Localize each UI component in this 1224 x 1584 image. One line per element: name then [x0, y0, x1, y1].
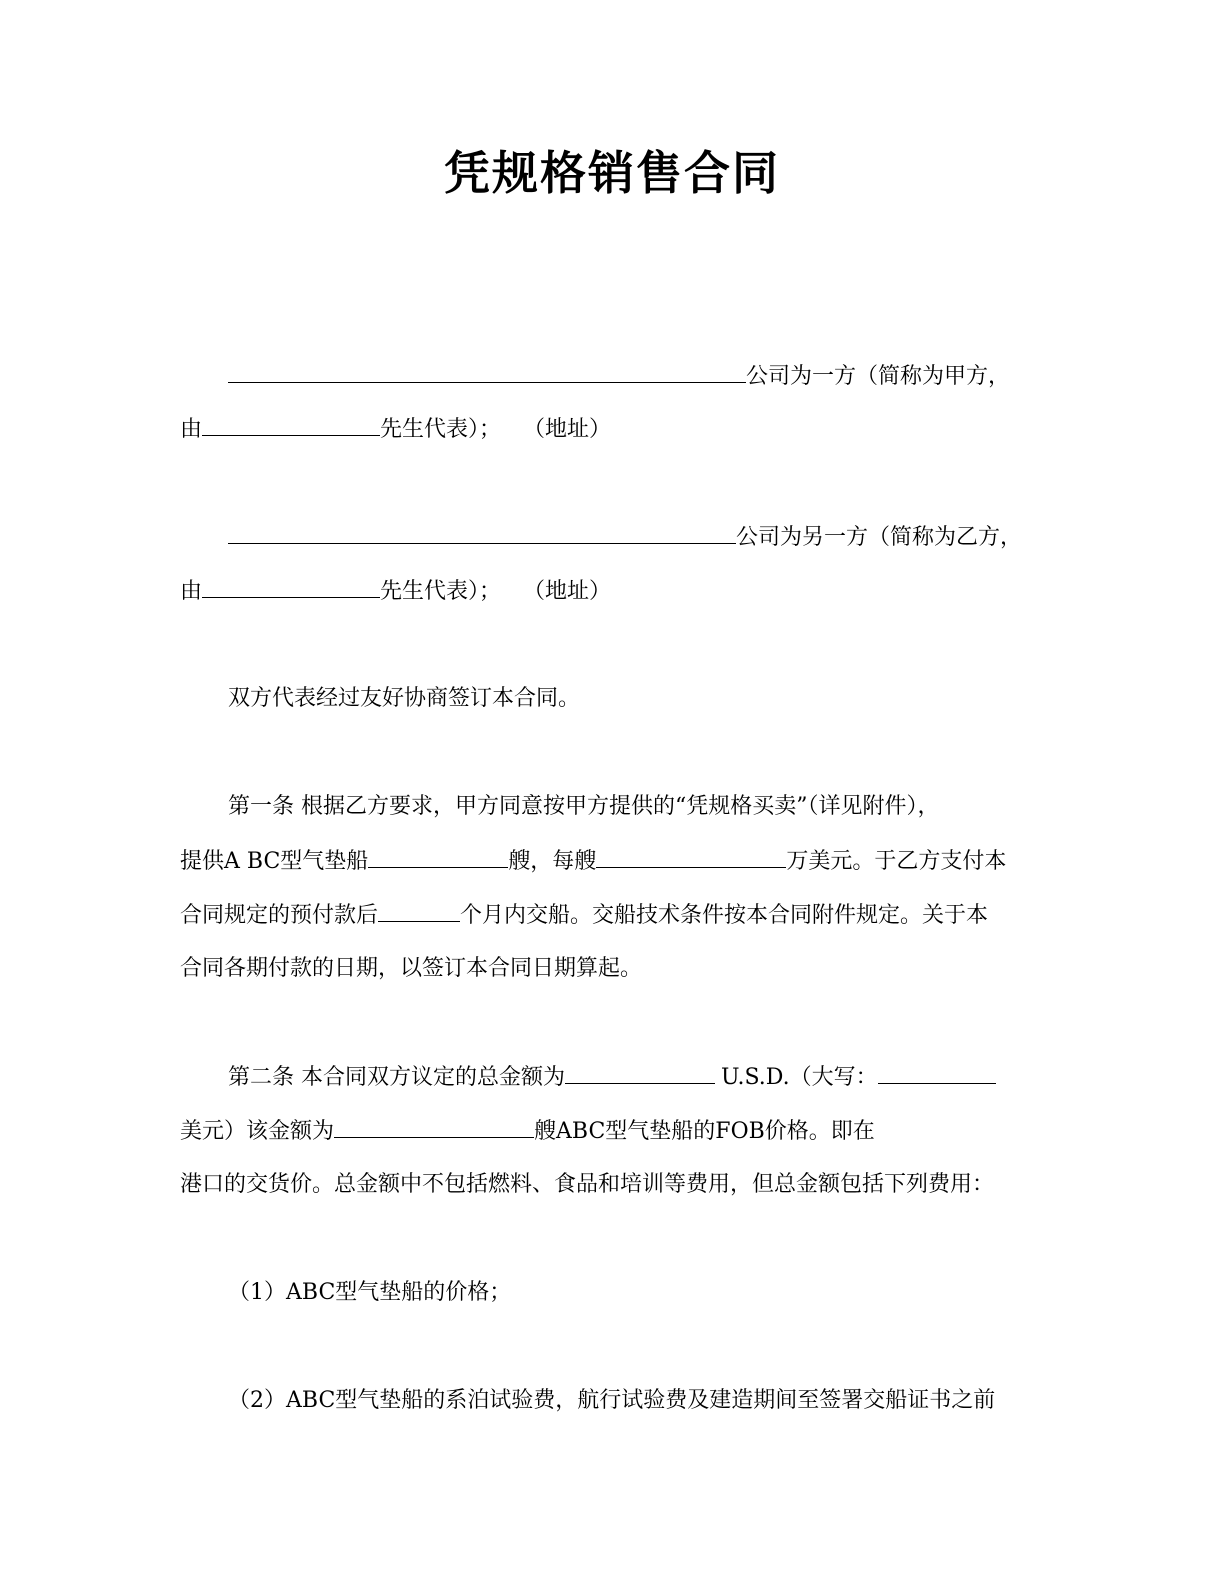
- party-b-line2: [180, 573, 611, 610]
- item-1: （1）ABC型气垫船的价格；: [228, 1280, 512, 1305]
- article1-line3-a: 合同规定的预付款后: [180, 903, 379, 928]
- document-title: 凭规格销售合同: [444, 146, 780, 200]
- article1-line3-b: 个月内交船。交船技术条件按本合同附件规定。关于本: [460, 903, 989, 928]
- article2-line2-b: 艘ABC型气垫船的FOB价格。即在: [534, 1119, 875, 1144]
- delivery-months-blank: [378, 897, 460, 922]
- item-2: （2）ABC型气垫船的系泊试验费，航行试验费及建造期间至签署交船证书之前: [228, 1388, 996, 1413]
- article1-line2: [180, 843, 1006, 880]
- party-a-representative-blank: [202, 411, 380, 436]
- party-a-by: 由: [180, 417, 203, 442]
- party-a-represented: 先生代表）；: [380, 417, 502, 442]
- article2-line3: 港口的交货价。总金额中不包括燃料、食品和培训等费用，但总金额包括下列费用：: [180, 1172, 995, 1197]
- party-b-represented: 先生代表）；: [380, 579, 502, 604]
- article1-line2-c: 万美元。于乙方支付本: [786, 849, 1007, 874]
- party-b-representative-blank: [202, 573, 380, 598]
- party-b-company-blank: [228, 519, 736, 544]
- article1-line3: [180, 897, 988, 934]
- article1-line2-b: 艘，每艘: [508, 849, 597, 874]
- party-a-address: （地址）: [523, 417, 612, 442]
- amount-in-words-blank: [878, 1059, 996, 1084]
- article2-line2-a: 美元）该金额为: [180, 1119, 335, 1144]
- party-a-line2: [180, 411, 611, 448]
- party-a-line1-text: 公司为一方（简称为甲方，: [746, 364, 1011, 389]
- party-b-by: 由: [180, 579, 203, 604]
- article2-line1-b: U.S.D.（大写：: [721, 1065, 878, 1090]
- party-a-line1: [228, 358, 1010, 395]
- article1-line1: 第一条 根据乙方要求，甲方同意按甲方提供的“凭规格买卖”（详见附件），: [228, 794, 940, 819]
- price-per-ship-blank: [596, 843, 786, 868]
- agreement-paragraph: 双方代表经过友好协商签订本合同。: [228, 686, 581, 711]
- party-b-address: （地址）: [523, 579, 612, 604]
- party-b-line1-text: 公司为另一方（简称为乙方，: [736, 525, 1023, 550]
- article2-line1: [228, 1059, 996, 1096]
- article2-line2: [180, 1113, 875, 1150]
- article1-line2-a: 提供A BC型气垫船: [180, 849, 369, 874]
- article1-line4: 合同各期付款的日期，以签订本合同日期算起。: [180, 956, 643, 981]
- fob-ship-count-blank: [334, 1113, 534, 1138]
- party-a-company-blank: [228, 358, 746, 383]
- party-b-line1: [228, 519, 1022, 556]
- article2-line1-a: 第二条 本合同双方议定的总金额为: [228, 1065, 565, 1090]
- ship-count-blank: [368, 843, 508, 868]
- total-amount-blank: [565, 1059, 715, 1084]
